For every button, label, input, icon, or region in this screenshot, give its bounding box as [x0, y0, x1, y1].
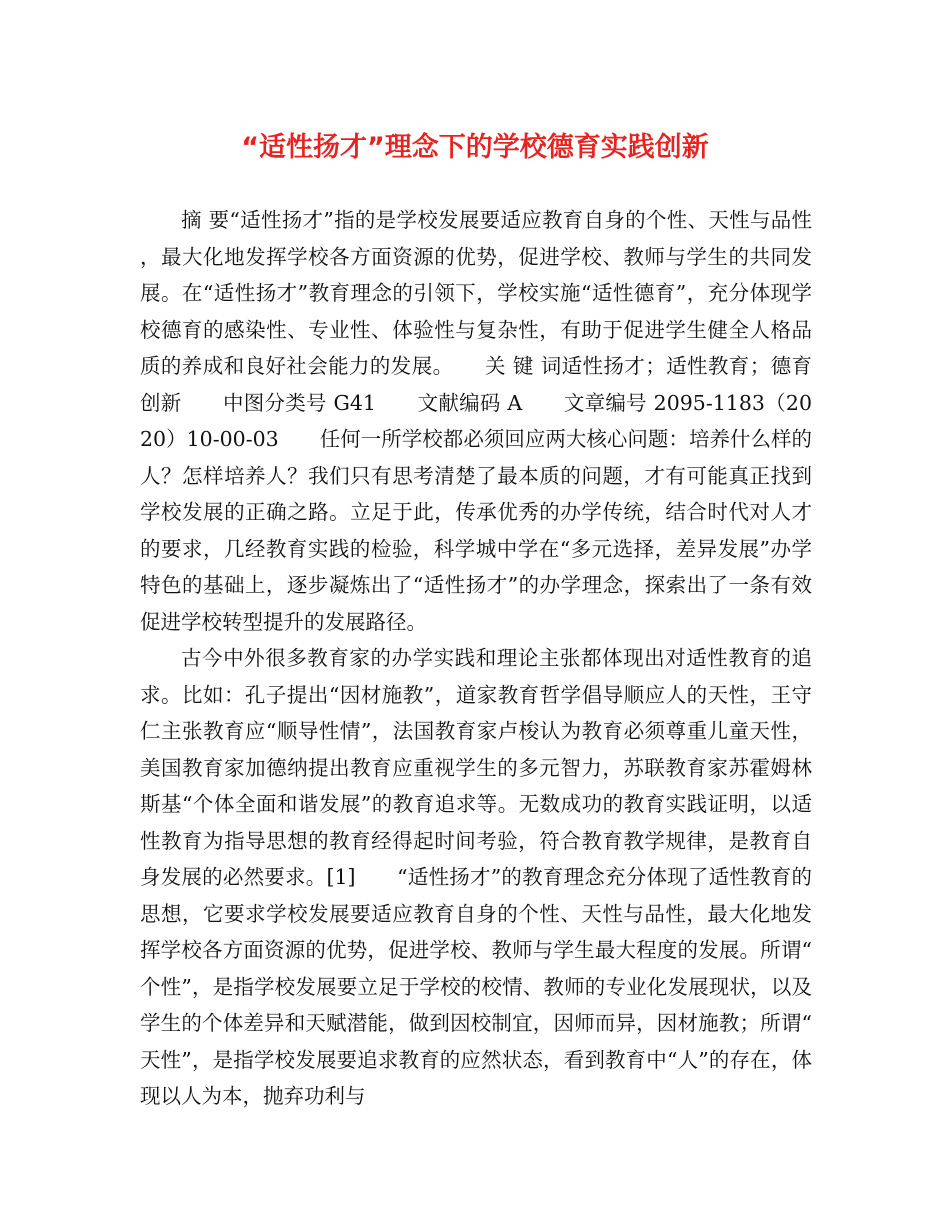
- document-title: “适性扬才”理念下的学校德育实践创新: [241, 132, 709, 163]
- paragraph-main: 古今中外很多教育家的办学实践和理论主张都体现出对适性教育的追求。比如：孔子提出“因材施教”，道家教育哲学倡导顺应人的天性，王守仁主张教育应“顺导性情”，法国教育家卢梭认为教育必须尊重儿童天性，美国教育家加德纳提出教育应重视学生的多元智力，苏联教育家苏霍姆林斯基“个体全面和谐发展”的教育追求等。无数成功的教育实践证明，以适性教育为指导思想的教育经得起时间考验，符合教育教学规律，是教育自身发展的必然要求。[1] “适性扬才”的教育理念充分体现了适性教育的思想，它要求学校发展要适应教育自身的个性、天性与品性，最大化地发挥学校各方面资源的优势，促进学校、教师与学生最大程度的发展。所谓“个性”，是指学校发展要立足于学校的校情、教师的专业化发展现状，以及学生的个体差异和天赋潜能，做到因校制宜，因师而异，因材施教；所谓“天性”，是指学校发展要追求教育的应然状态，看到教育中“人”的存在，体现以人为本，抛弃功利与: [140, 646, 812, 1108]
- document-body: [140, 202, 812, 1115]
- paragraph-abstract: 摘 要“适性扬才”指的是学校发展要适应教育自身的个性、天性与品性，最大化地发挥学校各方面资源的优势，促进学校、教师与学生的共同发展。在“适性扬才”教育理念的引领下，学校实施“适性德育”，充分体现学校德育的感染性、专业性、体验性与复杂性，有助于促进学生健全人格品质的养成和良好社会能力的发展。 关 键 词适性扬才；适性教育；德育创新 中图分类号 G41 文献编码 A 文章编号 2095-1183（2020）10-00-03 任何一所学校都必须回应两大核心问题：培养什么样的人？怎样培养人？我们只有思考清楚了最本质的问题，才有可能真正找到学校发展的正确之路。立足于此，传承优秀的办学传统，结合时代对人才的要求，几经教育实践的检验，科学城中学在“多元选择，差异发展”办学特色的基础上，逐步凝炼出了“适性扬才”的办学理念，探索出了一条有效促进学校转型提升的发展路径。: [140, 208, 812, 634]
